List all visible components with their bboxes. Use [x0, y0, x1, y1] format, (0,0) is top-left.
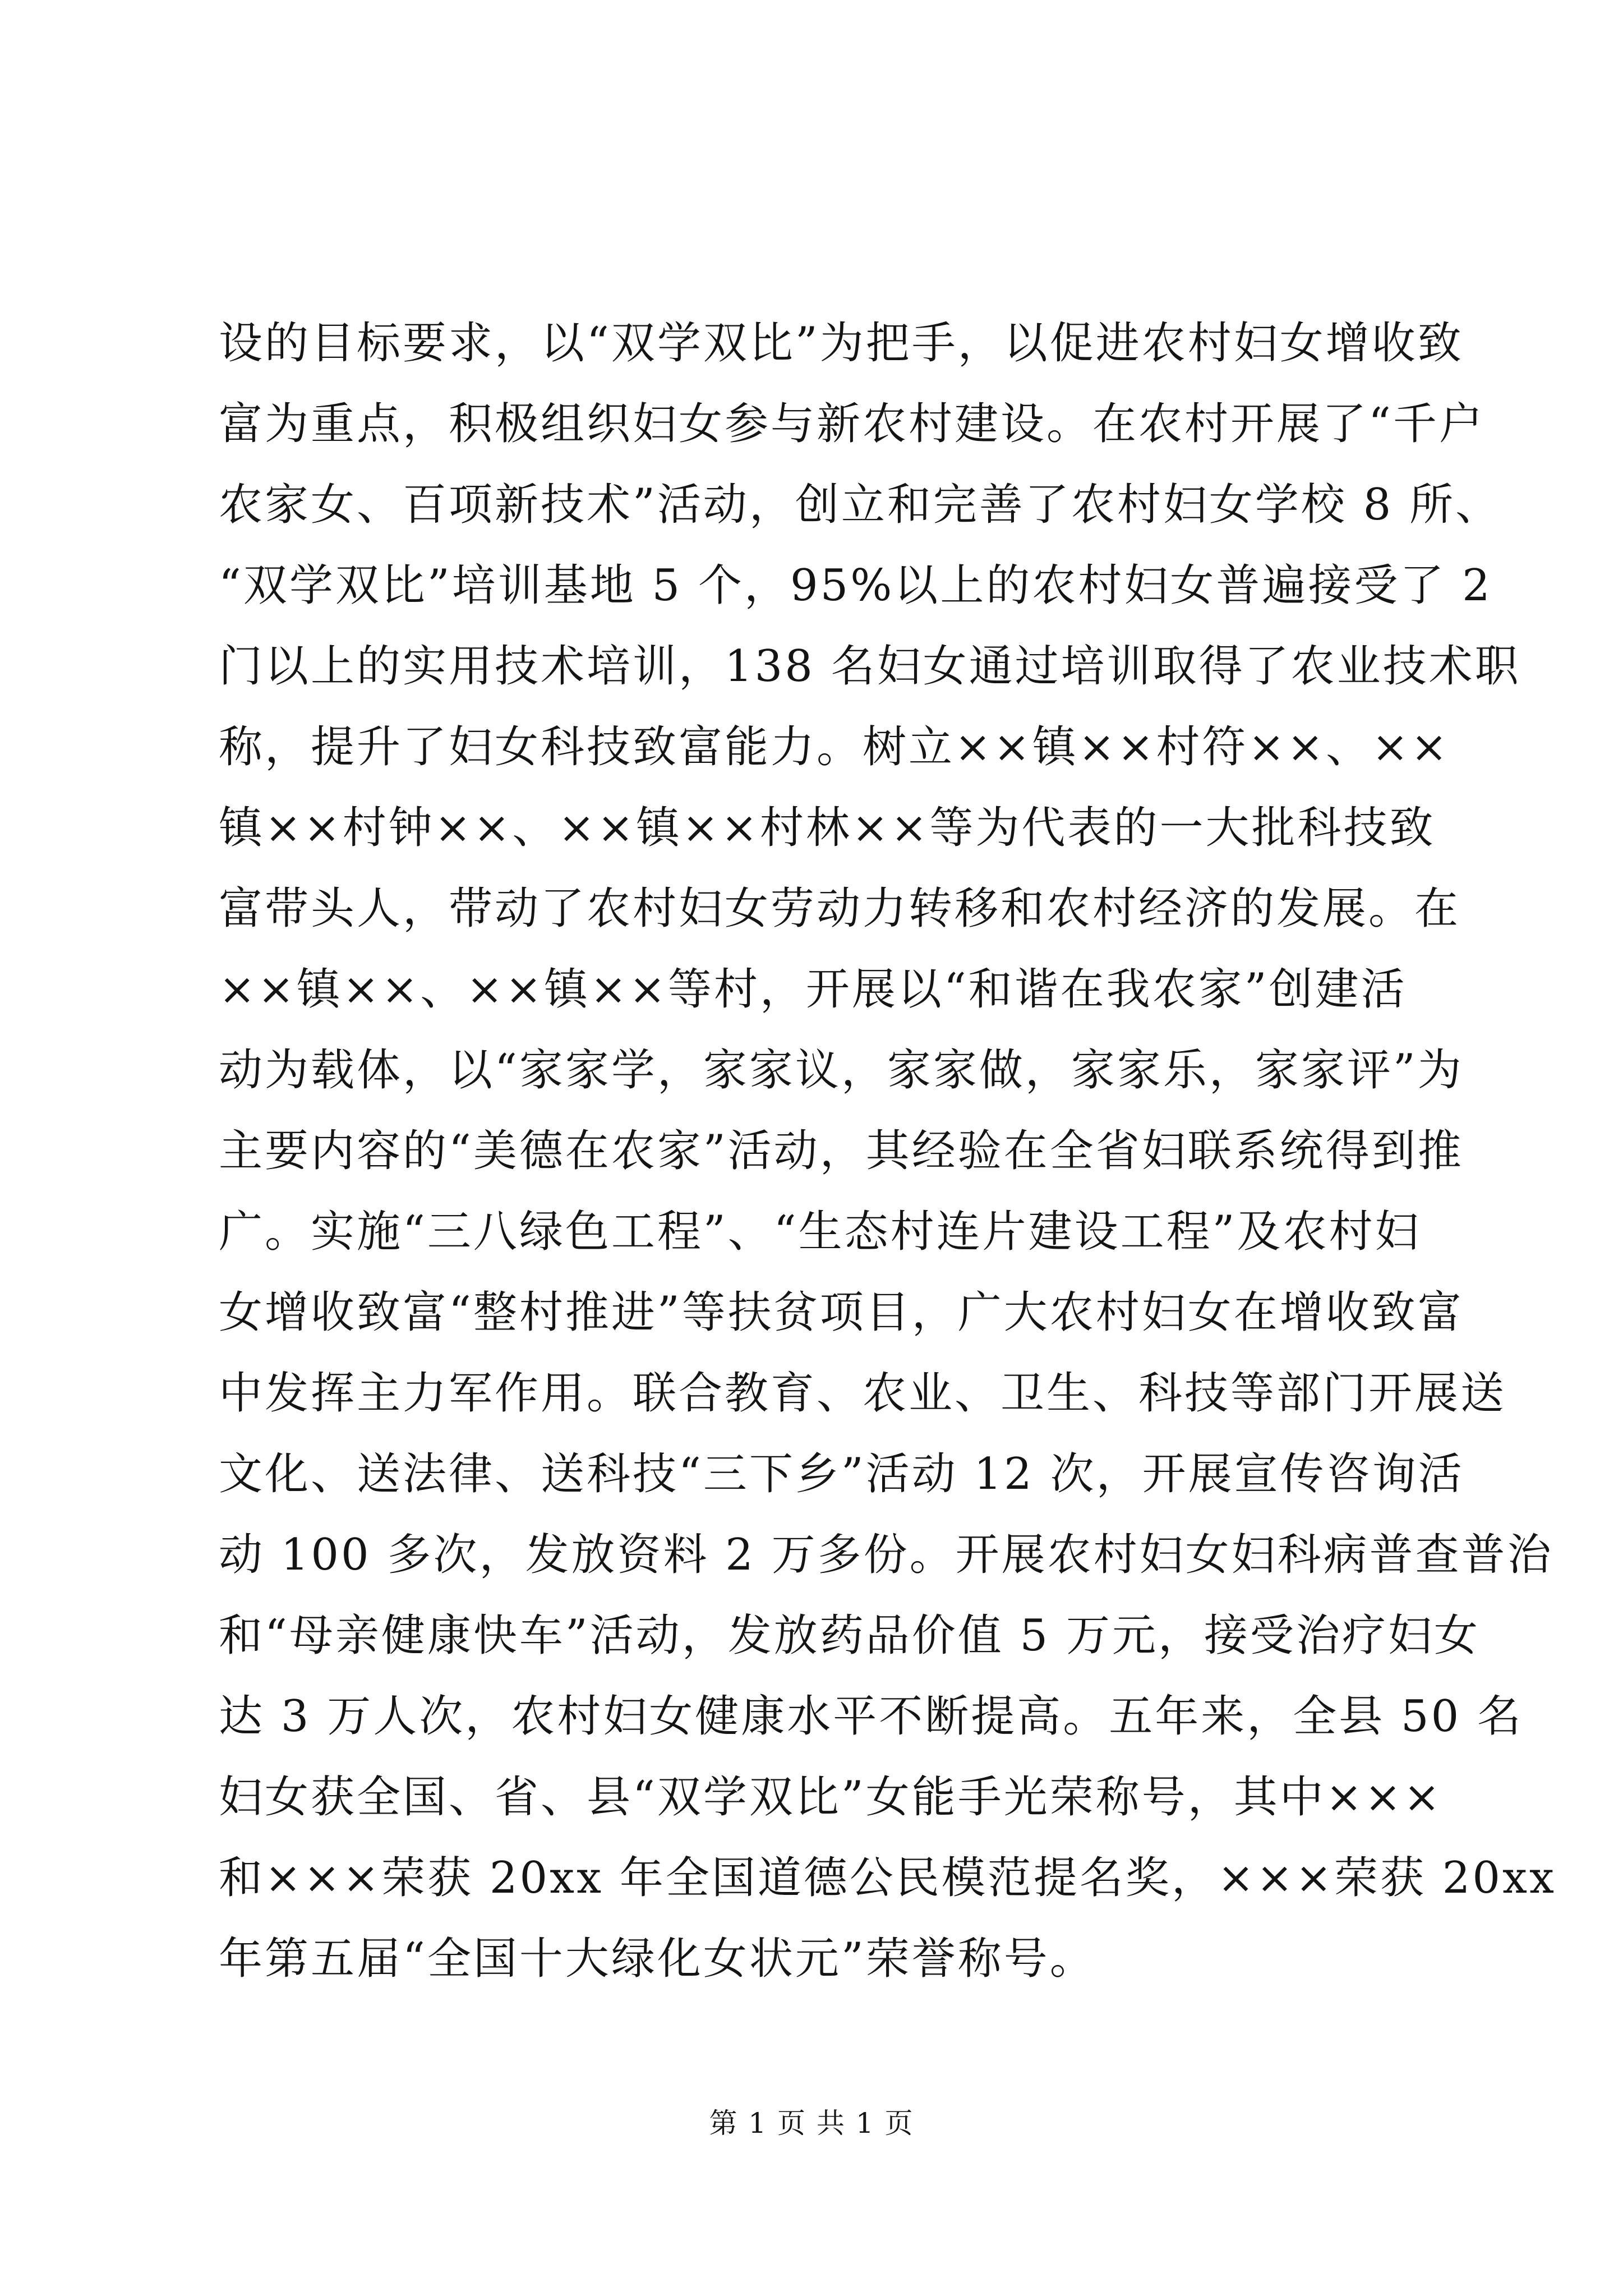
- text-line: 文化、送法律、送科技“三下乡”活动 12 次，开展宣传咨询活: [219, 1449, 1464, 1499]
- page-footer: [0, 2101, 1623, 2141]
- text-line: “双学双比”培训基地 5 个，95%以上的农村妇女普遍接受了 2: [219, 560, 1492, 611]
- text-line: 和×××荣获 20xx 年全国道德公民模范提名奖，×××荣获 20xx: [219, 1853, 1556, 1903]
- text-line: 设的目标要求，以“双学双比”为把手，以促进农村妇女增收致: [219, 318, 1464, 369]
- text-line: 中发挥主力军作用。联合教育、农业、卫生、科技等部门开展送: [219, 1368, 1507, 1419]
- text-line: ××镇××、××镇××等村，开展以“和谐在我农家”创建活: [219, 964, 1407, 1015]
- text-line: 动为载体，以“家家学，家家议，家家做，家家乐，家家评”为: [219, 1045, 1464, 1096]
- text-line: 和“母亲健康快车”活动，发放药品价值 5 万元，接受治疗妇女: [219, 1611, 1480, 1661]
- text-line: 女增收致富“整村推进”等扶贫项目，广大农村妇女在增收致富: [219, 1287, 1464, 1338]
- text-line: 达 3 万人次，农村妇女健康水平不断提高。五年来，全县 50 名: [219, 1691, 1524, 1742]
- text-line: 妇女获全国、省、县“双学双比”女能手光荣称号，其中×××: [219, 1772, 1442, 1823]
- text-line: 年第五届“全国十大绿化女状元”荣誉称号。: [219, 1934, 1096, 1984]
- text-line: 门以上的实用技术培训，138 名妇女通过培训取得了农业技术职: [219, 641, 1521, 692]
- page-number-label: 第 1 页 共 1 页: [709, 2107, 914, 2139]
- text-line: 广。实施“三八绿色工程”、“生态村连片建设工程”及农村妇: [219, 1207, 1421, 1257]
- text-line: 富带头人，带动了农村妇女劳动力转移和农村经济的发展。在: [219, 884, 1461, 934]
- text-line: 动 100 多次，发放资料 2 万多份。开展农村妇女妇科病普查普治: [219, 1530, 1553, 1580]
- text-line: 农家女、百项新技术”活动，创立和完善了农村妇女学校 8 所、: [219, 480, 1502, 530]
- body-paragraph: [219, 303, 1556, 1999]
- text-line: 主要内容的“美德在农家”活动，其经验在全省妇联系统得到推: [219, 1126, 1464, 1176]
- text-line: 称，提升了妇女科技致富能力。树立××镇××村符××、××: [219, 722, 1450, 772]
- text-line: 富为重点，积极组织妇女参与新农村建设。在农村开展了“千户: [219, 399, 1485, 449]
- text-line: 镇××村钟××、××镇××村林××等为代表的一大批科技致: [219, 803, 1436, 853]
